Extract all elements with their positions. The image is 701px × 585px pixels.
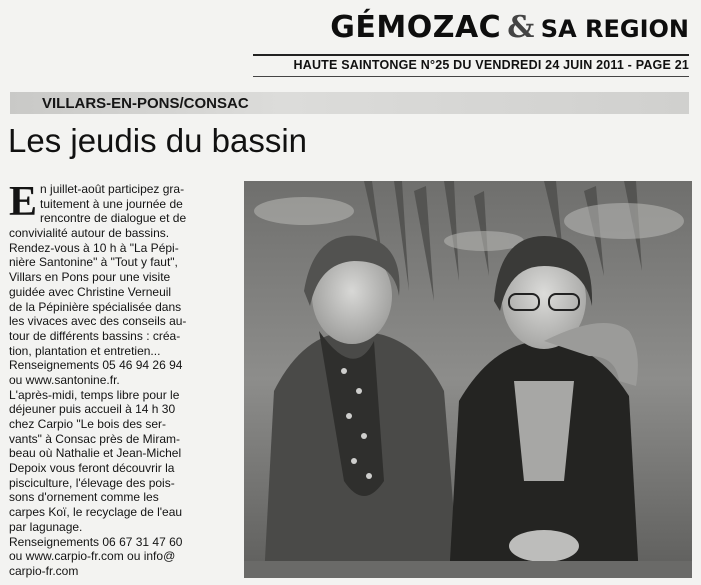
- article-line: carpes Koï, le recyclage de l'eau: [9, 505, 183, 520]
- photo-two-women-by-pond-icon: [244, 181, 692, 578]
- article-line: ou www.carpio-fr.com ou info@: [9, 549, 176, 564]
- masthead-rule-bottom: [253, 76, 689, 77]
- masthead: [330, 10, 689, 45]
- masthead-ampersand: &: [507, 10, 535, 45]
- article-line: Renseignements 06 67 31 47 60: [9, 534, 183, 549]
- article-headline: Les jeudis du bassin: [8, 122, 308, 159]
- article-line: vants" à Consac près de Miram-: [9, 431, 180, 446]
- article-line: n juillet-août participez gra-: [40, 182, 185, 196]
- masthead-title-region: SA REGION: [540, 15, 689, 43]
- article-line: guidée avec Christine Verneuil: [9, 284, 172, 299]
- article-line: par lagunage.: [9, 519, 83, 534]
- article-line: carpio-fr.com: [9, 563, 79, 578]
- article-line: chez Carpio "Le bois des ser-: [9, 417, 167, 431]
- article-line: Rendez-vous à 10 h à "La Pépi-: [9, 240, 179, 255]
- article-photo: [244, 181, 692, 578]
- section-label: VILLARS-EN-PONS/CONSAC: [42, 95, 249, 112]
- article-line: convivialité autour de bassins.: [9, 226, 170, 241]
- article-line: tion, plantation et entretien...: [9, 343, 161, 358]
- article-line: tour de différents bassins : créa-: [9, 328, 181, 343]
- article-line: L'après-midi, temps libre pour le: [9, 387, 180, 402]
- article-line: Villars en Pons pour une visite: [9, 270, 171, 285]
- article-line: déjeuner puis accueil à 14 h 30: [9, 402, 176, 417]
- masthead-rule-top: [253, 54, 689, 56]
- article-line: rencontre de dialogue et de: [40, 211, 187, 226]
- issue-line: HAUTE SAINTONGE N°25 DU VENDREDI 24 JUIN 2011 - PAGE 21: [293, 58, 689, 72]
- article-line: nière Santonine" à "Tout y faut",: [9, 255, 178, 270]
- article-line: de la Pépinière spécialisée dans: [9, 299, 182, 314]
- article-line: pisciculture, l'élevage des pois-: [9, 475, 175, 490]
- article-line: Depoix vous feront découvrir la: [9, 461, 175, 476]
- article-line: beau où Nathalie et Jean-Michel: [9, 446, 182, 461]
- masthead-title-gemozac: GÉMOZAC: [330, 10, 502, 45]
- article-line: ou www.santonine.fr.: [9, 372, 120, 387]
- article-body: [9, 179, 247, 579]
- article-line: tuitement à une journée de: [40, 196, 183, 211]
- article-dropcap: E: [9, 179, 38, 225]
- article-line: Renseignements 05 46 94 26 94: [9, 358, 183, 373]
- article-line: sons d'ornement comme les: [9, 490, 159, 505]
- article-line: les vivaces avec des conseils au-: [9, 314, 187, 329]
